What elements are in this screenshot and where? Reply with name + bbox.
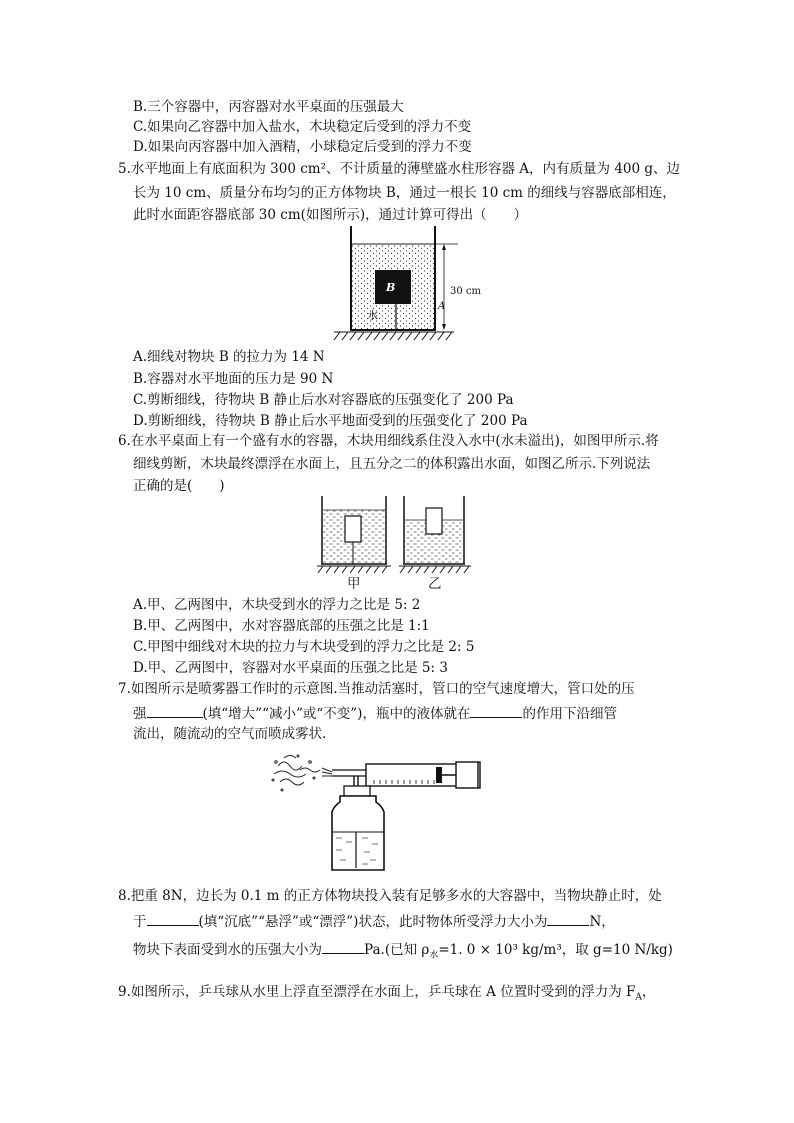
q9-stem-line1 (118, 983, 655, 1007)
q6-option-a: A.甲、乙两图中，木块受到水的浮力之比是 5: 2 (133, 597, 421, 613)
q8-blank-3[interactable] (322, 939, 364, 954)
q5-stem-line1: 5.水平地面上有底面积为 300 cm²、不计质量的薄壁盛水柱形容器 A，内有质量为 400 g、边 (118, 161, 681, 177)
q6-stem-line1: 6.在水平桌面上有一个盛有水的容器，木块用细线系住没入水中(水未溢出)，如图甲所示.将 (118, 433, 659, 449)
q5-fig-label-a: A (438, 301, 446, 312)
q6-container-yi (403, 496, 465, 564)
q6-fig-label-yi: 乙 (428, 576, 442, 592)
q7-text-a: 强 (133, 706, 147, 722)
q4-option-d: D.如果向丙容器中加入酒精，小球稳定后受到的浮力不变 (133, 139, 472, 155)
q8-blank-1[interactable] (147, 911, 199, 926)
q7-blank-2[interactable] (470, 703, 522, 718)
q6-fig-label-jia: 甲 (347, 576, 361, 592)
q7-sprayer-figure (270, 750, 495, 878)
q8-text-b: (填“沉底”“悬浮”或“漂浮”)状态，此时物体所受浮力大小为 (198, 914, 548, 930)
q5-option-b: B.容器对水平地面的压力是 90 N (133, 371, 334, 387)
q4-option-c: C.如果向乙容器中加入盐水，木块稳定后受到的浮力不变 (133, 119, 472, 135)
q7-text-c: 的作用下沿细管 (522, 706, 617, 722)
q7-stem-line3: 流出，随流动的空气而喷成雾状. (133, 726, 327, 742)
q8-stem-line1: 8.把重 8N，边长为 0.1 m 的正方体物块投入装有足够多水的大容器中，当物块静止时，处 (118, 888, 662, 904)
q5-stem-line2: 长为 10 cm、质量分布均匀的正方体物块 B，通过一根长 10 cm 的细线与容器底部相连， (133, 185, 676, 201)
q6-option-b: B.甲、乙两图中，水对容器底部的压强之比是 1:1 (133, 618, 430, 634)
q5-option-d: D.剪断细线，待物块 B 静止后水平地面受到的压强变化了 200 Pa (133, 413, 528, 429)
q7-stem-line1: 7.如图所示是喷雾器工作时的示意图.当推动活塞时，管口的空气速度增大，管口处的压 (118, 681, 635, 697)
q9-text-a: 9.如图所示，乒乓球从水里上浮直至漂浮在水面上，乒乓球在 A 位置时受到的浮力为 F (118, 984, 636, 1000)
q7-spray-mist (272, 755, 332, 791)
q8-text-d: 物块下表面受到水的压强大小为 (133, 942, 322, 958)
q7-blank-1[interactable] (147, 703, 203, 718)
q5-fig-label-height: 30 cm (450, 286, 481, 297)
q8-blank-2[interactable] (547, 911, 589, 926)
q8-text-a: 于 (133, 914, 147, 930)
q8-stem-line3 (133, 939, 673, 965)
q5-stem-line3: 此时水面距容器底部 30 cm(如图所示)，通过计算可得出（ ） (133, 207, 528, 223)
q6-containers-figure (315, 494, 485, 576)
q8-text-c: N， (589, 914, 615, 930)
q8-rho-subscript: 水 (429, 950, 439, 961)
q6-container-jia (321, 496, 387, 564)
q6-stem-line3: 正确的是( ) (133, 478, 225, 494)
q6-option-d: D.甲、乙两图中，容器对水平桌面的压强之比是 5: 3 (133, 660, 448, 676)
q5-option-c: C.剪断细线，待物块 B 静止后水对容器底的压强变化了 200 Pa (133, 392, 514, 408)
q5-fig-label-b: B (386, 281, 396, 294)
q5-fig-label-water: 水 (367, 309, 378, 322)
q8-text-e: Pa.(已知 ρ (364, 942, 430, 958)
q9-fa-subscript: A (635, 992, 642, 1003)
q8-text-f: =1. 0 × 10³ kg/m³，取 g=10 N/kg) (438, 942, 673, 958)
q5-option-a: A.细线对物块 B 的拉力为 14 N (133, 349, 325, 365)
q9-text-b: ， (641, 984, 656, 1000)
q7-stem-line2 (133, 703, 617, 723)
q6-option-c: C.甲图中细线对木块的拉力与木块受到的浮力之比是 2: 5 (133, 639, 475, 655)
q4-option-b: B.三个容器中，丙容器对水平桌面的压强最大 (133, 99, 404, 115)
q6-stem-line2: 细线剪断，木块最终漂浮在水面上，且五分之二的体积露出水面，如图乙所示.下列说法 (133, 456, 651, 472)
q7-text-b: (填“增大”“减小”或“不变”)，瓶中的液体就在 (202, 706, 471, 722)
q5-ground-hatch (334, 332, 454, 340)
q8-stem-line2 (133, 911, 615, 931)
